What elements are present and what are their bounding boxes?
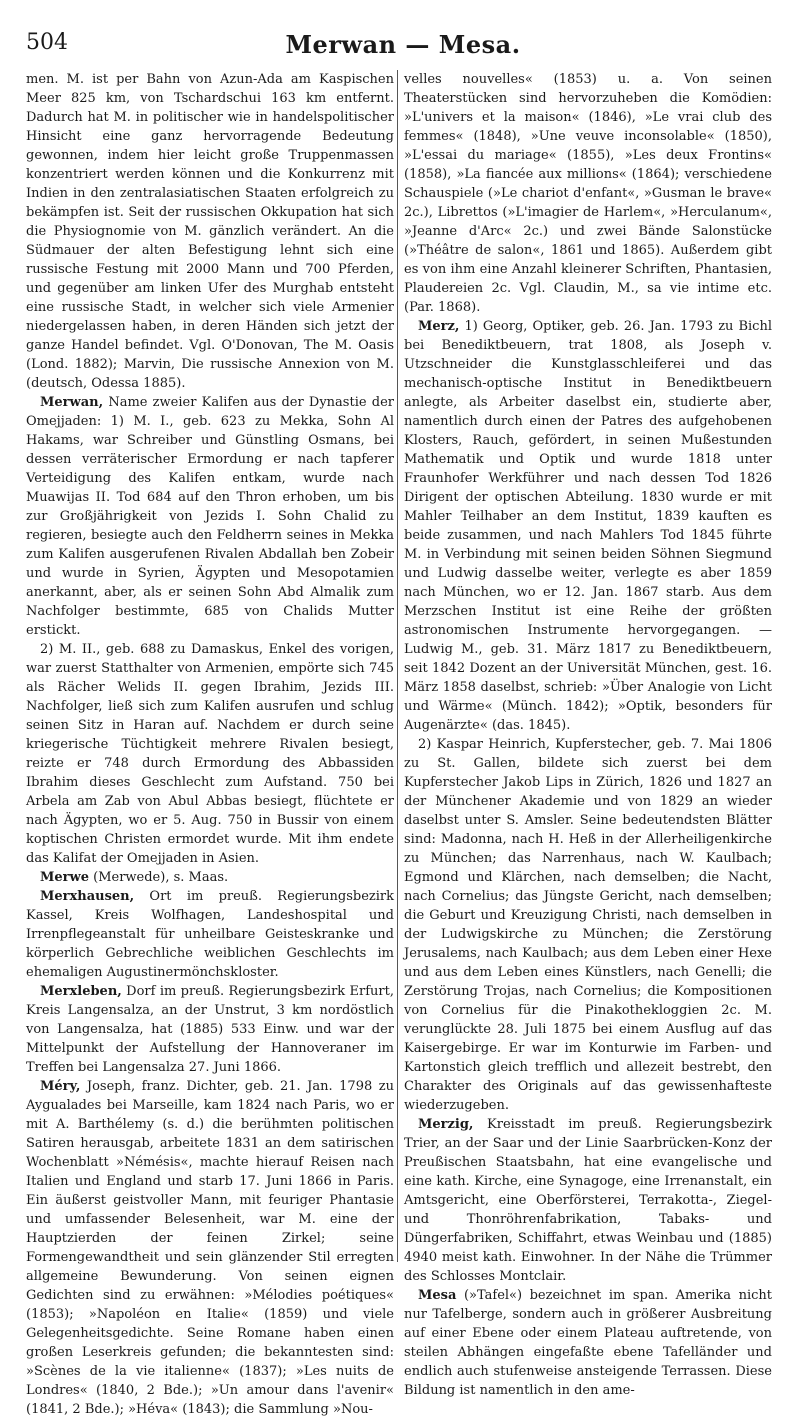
entry-text: Name zweier Kalifen aus der Dynastie der Omejjaden: 1) M. I., geb. 623 zu Mekka, Sohn Al Hakams, war Schreiber und Günstling Osmans, bei dessen verräterischer Ermordung er nach tapferer Verteidigung des Kalifen entkam, wurde nach Muawijas II. Tod 684 auf den Thron erhoben, um bis zur Großjährigkeit von Jezids I. Sohn Chalid zu regieren, besiegte auch den Feldherrn seines in Mekka zum Kalifen ausgerufenen Rivalen Abdallah ben Zobeir und wurde in Syrien, Ägypten und Mesopotamien anerkannt, aber, als er seinen Sohn Abd Almalik zum Nachfolger bestimmte, 685 von Chalids Mutter erstickt. bbox=[26, 395, 394, 638]
entry-paragraph bbox=[404, 70, 772, 317]
entry-text: 2) M. II., geb. 688 zu Damaskus, Enkel des vorigen, war zuerst Statthalter von Armenien, empörte sich 745 als Rächer Welids II. gegen Ibrahim, Jezids III. Nachfolger, ließ sich zum Kalifen ausrufen und schlug seinen Sitz in Haran auf. Nachdem er durch seine kriegerische Tüchtigkeit mehrere Rivalen besiegt, reizte er 748 durch Ermordung des Abbassiden Ibrahim dieses Geschlecht zum Aufstand. 750 bei Arbela am Zab von Abul Abbas besiegt, flüchtete er nach Ägypten, wo er 5. Aug. 750 in Bussir von einem koptischen Christen ermordet wurde. Mit ihm endete das Kalifat der Omejjaden in Asien. bbox=[26, 642, 394, 866]
page-header bbox=[26, 24, 780, 64]
entry-headword: Merxleben, bbox=[40, 984, 122, 999]
page-number: 504 bbox=[26, 30, 68, 55]
entry-headword: Merxhausen, bbox=[40, 889, 135, 904]
entry-headword: Merzig, bbox=[418, 1117, 474, 1132]
dictionary-entry bbox=[404, 1115, 772, 1286]
dictionary-entry bbox=[26, 393, 394, 640]
entry-headword: Merwan, bbox=[40, 395, 104, 410]
entry-headword: Méry, bbox=[40, 1079, 81, 1094]
entry-text: men. M. ist per Bahn von Azun-Ada am Kaspischen Meer 825 km, von Tschardschui 163 km entfernt. Dadurch hat M. in politischer wie in handelspolitischer Hinsicht eine ganz hervorragende Bedeutung gewonnen, indem hier leicht große Truppenmassen konzentriert werden können und die Konkurrenz mit Indien in den zentralasiatischen Staaten erfolgreich zu bekämpfen ist. Seit der russischen Okkupation hat sich die Physiognomie von M. gänzlich verändert. An die Südmauer der alten Befestigung lehnt sich eine russische Festung mit 2000 Mann und 700 Pferden, und gegenüber am linken Ufer des Murghab entsteht eine russische Stadt, in welcher sich viele Armenier niedergelassen haben, in deren Händen sich jetzt der ganze Handel befindet. Vgl. O'Donovan, The M. Oasis (Lond. 1882); Marvin, Die russische Annexion von M. (deutsch, Odessa 1885). bbox=[26, 72, 394, 391]
entry-text: Dorf im preuß. Regierungsbezirk Erfurt, Kreis Langensalza, an der Unstrut, 3 km nordöstlich von Langensalza, hat (1885) 533 Einw. und war der Mittelpunkt der Aufstellung der Hannoveraner im Treffen bei Langensalza 27. Juni 1866. bbox=[26, 984, 394, 1075]
entry-headword: Mesa bbox=[418, 1288, 457, 1303]
entry-text: (Merwede), s. Maas. bbox=[88, 870, 229, 885]
running-head: Merwan — Mesa. bbox=[285, 30, 521, 59]
entry-text: Joseph, franz. Dichter, geb. 21. Jan. 1798 zu Aygualades bei Marseille, kam 1824 nach Paris, wo er mit A. Barthélemy (s. d.) die berühmten politischen Satiren herausgab, arbeitete 1831 an dem satirischen Wochenblatt »Némésis«, machte hierauf Reisen nach Italien und England und starb 17. Juni 1866 in Paris. Ein äußerst geistvoller Mann, mit feuriger Phantasie und umfassender Belesenheit, war M. eine der Hauptzierden der feinen Zirkel; seine Formengewandtheit und sein glänzender Stil erregten allgemeine Bewunderung. Von seinen eignen Gedichten sind zu erwähnen: »Mélodies poétiques« (1853); »Napoléon en Italie« (1859) und viele Gelegenheitsgedichte. Seine Romane haben einen großen Leserkreis gefunden; die bekanntesten sind: »Scènes de la vie italienne« (1837); »Les nuits de Londres« (1840, 2 Bde.); »Un amour dans l'avenir« (1841, 2 Bde.); »Héva« (1843); die Sammlung »Nou- bbox=[26, 1079, 394, 1417]
entry-text: Ort im preuß. Regierungsbezirk Kassel, Kreis Wolfhagen, Landeshospital und Irrenpflegeanstalt für unheilbare Geisteskranke und körperlich Gebrechliche weiblichen Geschlechts im ehemaligen Augustinermönchskloster. bbox=[26, 889, 394, 980]
dictionary-entry bbox=[404, 1286, 772, 1400]
entry-paragraph bbox=[26, 640, 394, 868]
dictionary-entry bbox=[26, 982, 394, 1077]
entry-paragraph bbox=[26, 70, 394, 393]
entry-headword: Merwe bbox=[40, 870, 89, 885]
dictionary-entry bbox=[26, 1077, 394, 1419]
dictionary-entry bbox=[26, 868, 394, 887]
entry-paragraph bbox=[404, 735, 772, 1115]
entry-text: Kreisstadt im preuß. Regierungsbezirk Trier, an der Saar und der Linie Saarbrücken-Konz der Preußischen Staatsbahn, hat eine evangelische und eine kath. Kirche, eine Synagoge, eine Irrenanstalt, ein Amtsgericht, eine Oberförsterei, Terrakotta-, Ziegel- und Thonröhrenfabrikation, Tabaks- und Düngerfabriken, Schiffahrt, etwas Weinbau und (1885) 4940 meist kath. Einwohner. In der Nähe die Trümmer des Schlosses Montclair. bbox=[404, 1117, 772, 1284]
right-column bbox=[404, 70, 772, 1398]
dictionary-entry bbox=[404, 317, 772, 735]
entry-text: 1) Georg, Optiker, geb. 26. Jan. 1793 zu Bichl bei Benediktbeuern, trat 1808, als Joseph v. Utzschneider die Kunstglasschleiferei und das mechanisch-optische Institut in Benediktbeuern anlegte, als Arbeiter daselbst ein, studierte aber, namentlich durch einen der Patres des aufgehobenen Klosters, Rauch, gefördert, in seinen Mußestunden Mathematik und Optik und wurde 1818 unter Fraunhofer Werkführer und nach dessen Tod 1826 Dirigent der optischen Abteilung. 1830 wurde er mit Mahler Teilhaber an dem Institut, 1839 kauften es beide zusammen, und nach Mahlers Tod 1845 führte M. in Verbindung mit seinen beiden Söhnen Siegmund und Ludwig dasselbe weiter, verlegte es aber 1859 nach München, wo er 12. Jan. 1867 starb. Aus dem Merzschen Institut ist eine Reihe der größten astronomischen Instrumente hervorgegangen. — Ludwig M., geb. 31. März 1817 zu Benediktbeuern, seit 1842 Dozent an der Universität München, gest. 16. März 1858 daselbst, schrieb: »Über Analogie von Licht und Wärme« (Münch. 1842); »Optik, besonders für Augenärzte« (das. 1845). bbox=[404, 319, 772, 733]
entry-text: (»Tafel«) bezeichnet im span. Amerika nicht nur Tafelberge, sondern auch in größerer Ausbreitung auf einer Ebene oder einem Plateau auftretende, von steilen Abhängen eingefaßte ebene Tafelländer und endlich auch stufenweise ansteigende Terrassen. Diese Bildung ist namentlich in den ame- bbox=[404, 1288, 772, 1398]
entry-text: velles nouvelles« (1853) u. a. Von seinen Theaterstücken sind hervorzuheben die Komödien: »L'univers et la maison« (1846), »Le vrai club des femmes« (1848), »Une veuve inconsolable« (1850), »L'essai du mariage« (1855), »Les deux Frontins« (1858), »La fiancée aux millions« (1864); verschiedene Schauspiele (»Le chariot d'enfant«, »Gusman le brave« 2c.), Librettos (»L'imagier de Harlem«, »Herculanum«, »Jeanne d'Arc« 2c.) und zwei Bände Salonstücke (»Théâtre de salon«, 1861 und 1865). Außerdem gibt es von ihm eine Anzahl kleinerer Schriften, Phantasien, Plaudereien 2c. Vgl. Claudin, M., sa vie intime etc. (Par. 1868). bbox=[404, 72, 772, 315]
dictionary-entry bbox=[26, 887, 394, 982]
entry-headword: Merz, bbox=[418, 319, 460, 334]
entry-text: 2) Kaspar Heinrich, Kupferstecher, geb. 7. Mai 1806 zu St. Gallen, bildete sich zuerst bei dem Kupferstecher Jakob Lips in Zürich, 1826 und 1827 an der Münchener Akademie und von 1829 an wieder daselbst unter S. Amsler. Seine bedeutendsten Blätter sind: Madonna, nach H. Heß in der Allerheiligenkirche zu München; das Narrenhaus, nach W. Kaulbach; Egmond und Klärchen, nach demselben; die Nacht, nach Cornelius; das Jüngste Gericht, nach demselben; die Geburt und Kreuzigung Christi, nach demselben in der Ludwigskirche zu München; die Zerstörung Jerusalems, nach Kaulbach; aus dem Leben einer Hexe und aus dem Leben eines Künstlers, nach Genelli; die Zerstörung Trojas, nach Cornelius; die Kompositionen von Cornelius für die Pinakothekloggien 2c. M. verunglückte 28. Juli 1875 bei einem Ausflug auf das Kaisergebirge. Er war im Konturwie im Farben- und Kartonstich gleich trefflich und allezeit bestrebt, den Charakter des Originals auf das gewissenhafteste wiederzugeben. bbox=[404, 737, 772, 1113]
column-divider bbox=[397, 70, 398, 1262]
left-column bbox=[26, 70, 394, 1417]
